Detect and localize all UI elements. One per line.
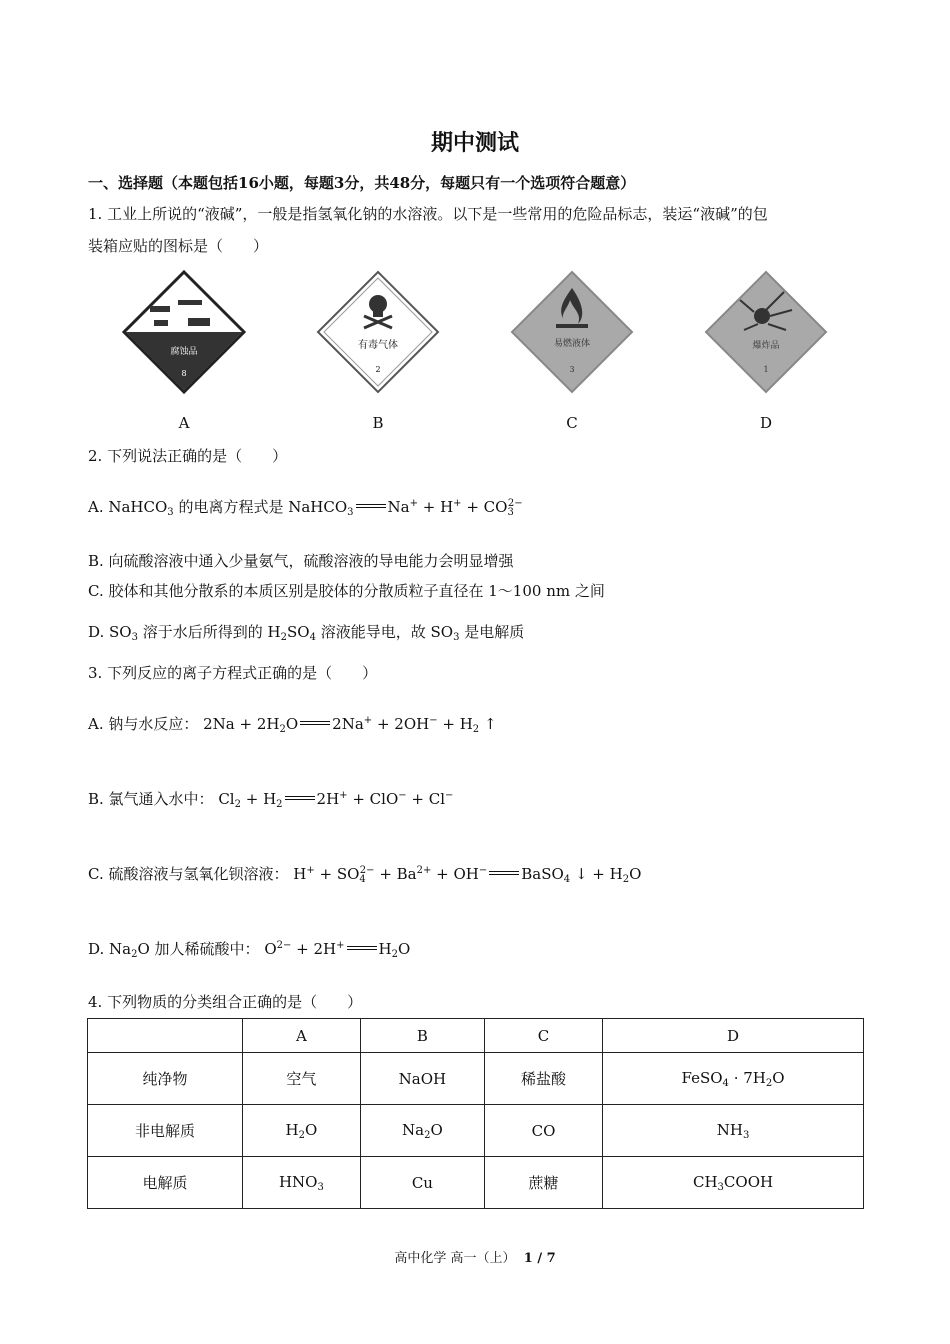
explosive-sign-icon bbox=[704, 270, 828, 394]
q3-stem: 3. 下列反应的离子方程式正确的是（ ） bbox=[88, 664, 378, 682]
q2-stem: 2. 下列说法正确的是（ ） bbox=[88, 447, 288, 465]
q2-option-c: C. 胶体和其他分散系的本质区别是胶体的分散质粒子直径在 1～100 nm 之间 bbox=[88, 582, 605, 600]
sign-d-text: 爆炸品 bbox=[752, 341, 780, 351]
sign-c-text: 易燃液体 bbox=[553, 339, 591, 349]
table-header-cell: D bbox=[603, 1019, 864, 1053]
table-header-row bbox=[88, 1019, 864, 1053]
table-header-cell: A bbox=[243, 1019, 361, 1053]
table-header-cell: C bbox=[484, 1019, 602, 1053]
sign-b-text: 有毒气体 bbox=[358, 340, 398, 351]
q3-option-c: C. 硫酸溶液与氢氧化钡溶液： $H^+ + SO_4^{2-} + Ba^{2+} + OH^-$ BaSO$_4$ ↓ + $H_2O$ bbox=[88, 865, 642, 885]
table-header-cell bbox=[88, 1019, 243, 1053]
sign-a-text: 腐蚀品 bbox=[170, 347, 198, 357]
table-header-cell: B bbox=[360, 1019, 484, 1053]
sign-c-num: 3 bbox=[569, 365, 575, 374]
sign-label-c: C bbox=[566, 414, 578, 432]
table-cell: $H_2O$ bbox=[243, 1105, 361, 1157]
page-footer bbox=[0, 1247, 950, 1266]
q2-option-b: B. 向硫酸溶液中通入少量氨气，硫酸溶液的导电能力会明显增强 bbox=[88, 552, 514, 570]
row-label: 纯净物 bbox=[88, 1053, 243, 1105]
sign-label-a: A bbox=[178, 414, 190, 432]
table-cell: 稀盐酸 bbox=[484, 1053, 602, 1105]
q3-option-d: D. $Na_2O$ 加人稀硫酸中： $O^{2-} + 2H^+$ $H_2O$ bbox=[88, 940, 411, 960]
section-heading: 一、选择题（本题包括16小题，每题3分，共48分，每题只有一个选项符合题意） bbox=[88, 174, 636, 192]
table-cell: 蔗糖 bbox=[484, 1157, 602, 1209]
row-label: 电解质 bbox=[88, 1157, 243, 1209]
q4-stem: 4. 下列物质的分类组合正确的是（ ） bbox=[88, 993, 363, 1011]
sign-a-num: 8 bbox=[181, 369, 187, 378]
q1-stem-line1: 1. 工业上所说的“液碱”，一般是指氢氧化钠的水溶液。以下是一些常用的危险品标志，装运“液碱”的包 bbox=[88, 205, 768, 223]
table-cell: $CH_3COOH$ bbox=[603, 1157, 864, 1209]
corrosive-sign-icon bbox=[122, 270, 246, 394]
table-row bbox=[88, 1157, 864, 1209]
table-cell: CO bbox=[484, 1105, 602, 1157]
page-title: 期中测试 bbox=[430, 131, 519, 156]
table-cell: Cu bbox=[360, 1157, 484, 1209]
q3-option-a: A. 钠与水反应： $2Na + 2H_2O$ $2Na^+ + 2OH^- + H_2$ ↑ bbox=[88, 715, 497, 735]
sign-b-num: 2 bbox=[375, 365, 381, 374]
toxic-gas-sign-icon bbox=[316, 270, 440, 394]
q2-option-d: D. $SO_3$ 溶于水后所得到的 $H_2SO_4$ 溶液能导电，故 $SO_3$ 是电解质 bbox=[88, 623, 525, 643]
table-cell: FeSO$_4$ · $7H_2O$ bbox=[603, 1053, 864, 1105]
sign-d-num: 1 bbox=[763, 365, 769, 374]
q2-option-a: A. NaHCO$_3$ 的电离方程式是 NaHCO$_3$ $Na^+ + H^+ + CO_3^{2-}$ bbox=[88, 498, 523, 518]
sign-label-b: B bbox=[372, 414, 384, 432]
table-cell: $HNO_3$ bbox=[243, 1157, 361, 1209]
table-cell: NaOH bbox=[360, 1053, 484, 1105]
sign-label-d: D bbox=[759, 414, 773, 432]
q3-option-b: B. 氯气通入水中： $Cl_2 + H_2$ 2H+ + ClO− + Cl− bbox=[88, 790, 454, 810]
table-cell: 空气 bbox=[243, 1053, 361, 1105]
classification-table bbox=[87, 1018, 864, 1209]
table-cell: $NH_3$ bbox=[603, 1105, 864, 1157]
page-number: 1 / 7 bbox=[523, 1251, 556, 1266]
row-label: 非电解质 bbox=[88, 1105, 243, 1157]
flammable-liquid-sign-icon bbox=[510, 270, 634, 394]
table-row bbox=[88, 1105, 864, 1157]
table-cell: $Na_2O$ bbox=[360, 1105, 484, 1157]
table-row bbox=[88, 1053, 864, 1105]
footer-text: 高中化学 高一（上） bbox=[394, 1251, 516, 1266]
q1-stem-line2: 装箱应贴的图标是（ ） bbox=[88, 237, 269, 255]
